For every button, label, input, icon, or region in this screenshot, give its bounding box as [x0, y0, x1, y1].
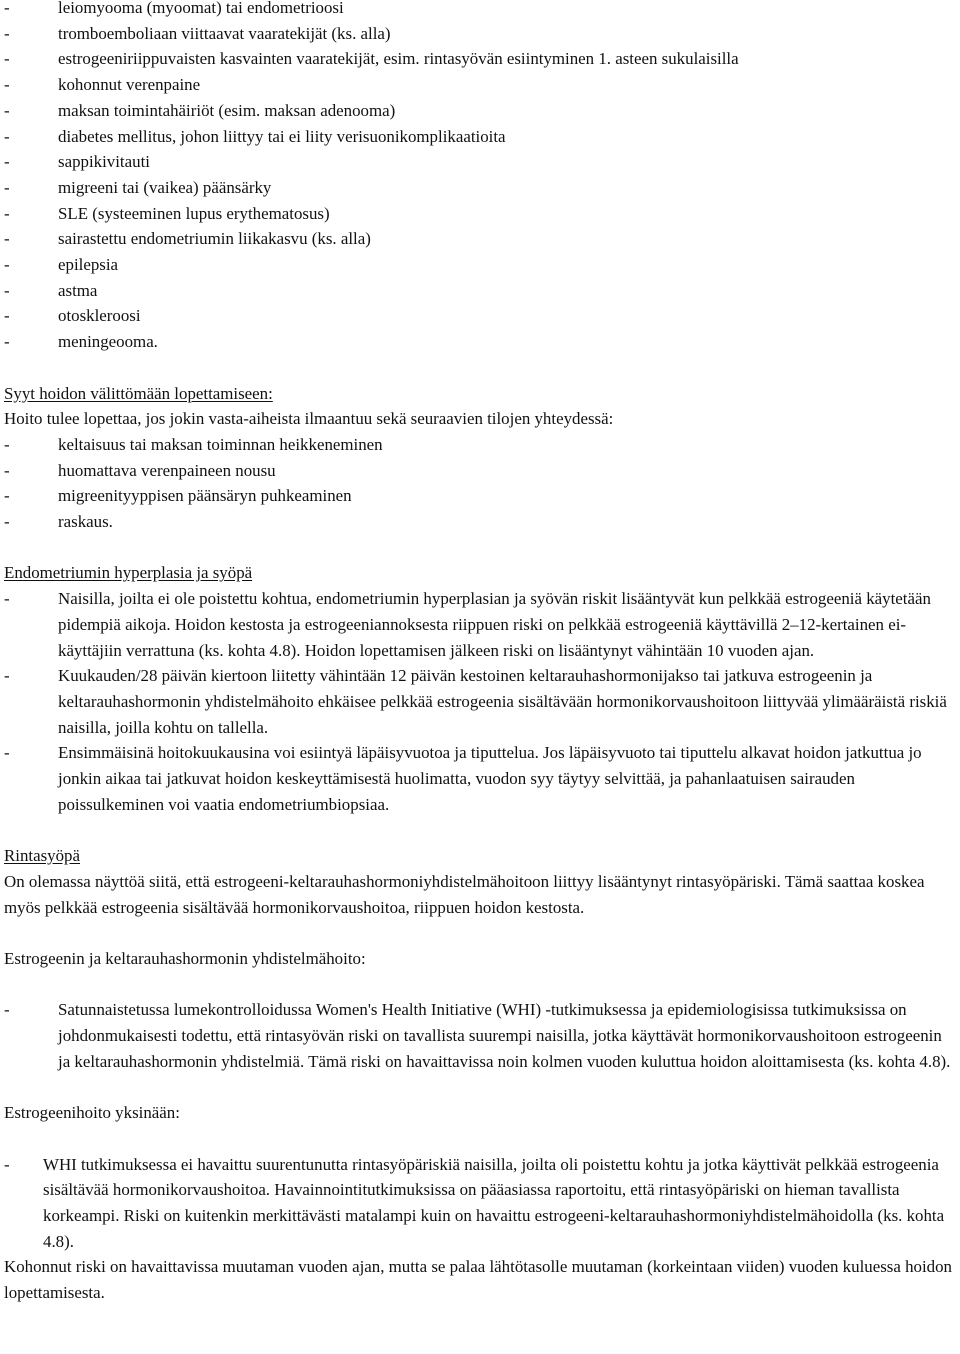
- list-dash: -: [4, 332, 10, 352]
- list-item: [4, 201, 956, 227]
- list-item: [4, 663, 956, 740]
- list-dash: -: [4, 75, 10, 95]
- section-heading: Estrogeenin ja keltarauhashormonin yhdistelmähoito:: [4, 948, 366, 968]
- list-dash: -: [4, 177, 10, 197]
- list-item-text: astma: [58, 280, 98, 300]
- list-item-text: maksan toimintahäiriöt (esim. maksan adenooma): [58, 100, 396, 120]
- spacer: [4, 355, 956, 381]
- list-dash: -: [4, 0, 10, 17]
- list-item-text: migreeni tai (vaikea) päänsärky: [58, 177, 272, 197]
- list-item: [4, 509, 956, 535]
- list-item-text: migreenityyppisen päänsäryn puhkeaminen: [58, 486, 352, 506]
- list-item: [4, 303, 956, 329]
- list-dash: -: [4, 434, 10, 454]
- list-item: [4, 149, 956, 175]
- section-heading: Rintasyöpä: [4, 846, 80, 866]
- list-item: [4, 458, 956, 484]
- list-dash: -: [4, 152, 10, 172]
- list-item-text: otoskleroosi: [58, 306, 141, 326]
- spacer: [4, 1074, 956, 1100]
- top-list: [4, 0, 956, 355]
- list-dash: -: [4, 666, 10, 686]
- list-item: [4, 252, 956, 278]
- section-paragraph: On olemassa näyttöä siitä, että estrogeeni-keltarauhashormoniyhdistelmähoitoon liittyy lisääntynyt rintasyöpäriski. Tämä saattaa koskea myös pelkkää estrogeenia sisältävää hormonikorvaushoitoa, riippuen hoidon kestosta.: [4, 871, 925, 917]
- list-item: [4, 278, 956, 304]
- list-dash: -: [4, 255, 10, 275]
- list-item: [4, 586, 956, 663]
- list-item: [4, 98, 956, 124]
- list-item-text: leiomyooma (myoomat) tai endometrioosi: [58, 0, 344, 17]
- list-dash: -: [4, 229, 10, 249]
- document-page: [4, 0, 956, 1306]
- list-item-text: Naisilla, joilta ei ole poistettu kohtua, endometriumin hyperplasian ja syövän riskit lisääntyvät kun pelkkää estrogeeniä käytetään pidempiä aikoja. Hoidon kestosta ja estrogeeniannoksesta riippuen riski on pelkkää estrogeeniä käyttävillä 2–12-kertainen ei-käyttäjiin verrattuna (ks. kohta 4.8). Hoidon lopettamisen jälkeen riski on lisääntynyt vähintään 10 vuoden ajan.: [58, 589, 931, 660]
- endometrium-section: [4, 560, 956, 817]
- list-item-text: sappikivitauti: [58, 152, 150, 172]
- list-item-text: meningeooma.: [58, 332, 158, 352]
- list-item: [4, 46, 956, 72]
- list-dash: -: [4, 49, 10, 69]
- list-dash: -: [4, 743, 10, 763]
- list-dash: -: [4, 203, 10, 223]
- section-heading: Syyt hoidon välittömään lopettamiseen:: [4, 383, 273, 403]
- list-dash: -: [4, 306, 10, 326]
- spacer: [4, 920, 956, 946]
- list-item: [4, 72, 956, 98]
- list-item-text: Kuukauden/28 päivän kiertoon liitetty vähintään 12 päivän kestoinen keltarauhashormonijakso tai jatkuva estrogeenin ja keltarauhashormonin yhdistelmähoito ehkäisee pelkkää estrogeenia sisältävään hormonikorvaushoitoon liittyvää ylimääräistä riskiä naisilla, joilla kohtu on tallella.: [58, 666, 947, 737]
- spacer: [4, 535, 956, 561]
- list-item: [4, 124, 956, 150]
- section-heading: Endometriumin hyperplasia ja syöpä: [4, 563, 253, 583]
- list-dash: -: [4, 486, 10, 506]
- list-dash: -: [4, 280, 10, 300]
- list-item-text: Ensimmäisinä hoitokuukausina voi esiintyä läpäisyvuotoa ja tiputtelua. Jos läpäisyvuoto tai tiputtelu alkavat hoidon jatkuttua jo jonkin aikaa tai jatkuvat hoidon keskeyttämisestä huolimatta, vuodon syy täytyy selvittää, ja pahanlaatuisen sairauden poissulkeminen voi vaatia endometriumbiopsiaa.: [58, 743, 922, 814]
- list-item: [4, 483, 956, 509]
- list-item-text: kohonnut verenpaine: [58, 75, 201, 95]
- list-dash: -: [4, 1154, 10, 1174]
- list-item: [4, 226, 956, 252]
- list-item-text: keltaisuus tai maksan toiminnan heikkeneminen: [58, 434, 383, 454]
- list-dash: -: [4, 512, 10, 532]
- stop-treatment-section: [4, 381, 956, 535]
- list-dash: -: [4, 100, 10, 120]
- list-item-text: Satunnaistetussa lumekontrolloidussa Women's Health Initiative (WHI) -tutkimuksessa ja epidemiologisissa tutkimuksissa on johdonmukaisesti todettu, että rintasyövän riski on tavallista suurempi naisilla, jotka käyttävät hormonikorvaushoitoon estrogeenin ja keltarauhashormonin yhdistelmiä. Tämä riski on havaittavissa noin kolmen vuoden kuluttua hoidon aloittamisesta (ks. kohta 4.8).: [58, 1000, 951, 1071]
- list-item: [4, 432, 956, 458]
- list-item-text: SLE (systeeminen lupus erythematosus): [58, 203, 330, 223]
- spacer: [4, 817, 956, 843]
- list-item: [4, 0, 956, 21]
- closing-paragraph: Kohonnut riski on havaittavissa muutaman vuoden ajan, mutta se palaa lähtötasolle muutaman (korkeintaan viiden) vuoden kuluessa hoidon lopettamisesta.: [4, 1257, 952, 1303]
- spacer: [4, 1126, 956, 1152]
- section-heading: Estrogeenihoito yksinään:: [4, 1103, 180, 1123]
- list-dash: -: [4, 23, 10, 43]
- list-item-text: sairastettu endometriumin liikakasvu (ks. alla): [58, 229, 371, 249]
- combination-therapy-section: [4, 946, 956, 1075]
- list-item: [4, 175, 956, 201]
- list-item-text: huomattava verenpaineen nousu: [58, 460, 276, 480]
- list-item-text: raskaus.: [58, 512, 113, 532]
- list-item-text: epilepsia: [58, 255, 119, 275]
- list-dash: -: [4, 126, 10, 146]
- list-item: [4, 1152, 956, 1255]
- estrogen-only-section: [4, 1100, 956, 1306]
- list-item-text: WHI tutkimuksessa ei havaittu suurentunutta rintasyöpäriskiä naisilla, joilta oli poistettu kohtu ja jotka käyttivät pelkkää estrogeenia sisältävää hormonikorvaushoitoa. Havainnointitutkimuksissa on pääasiassa raportoitu, että rintasyöpäriski on hieman tavallista korkeampi. Riski on kuitenkin merkittävästi matalampi kuin on havaittu estrogeeni-keltarauhashormoniyhdistelmähoidolla (ks. kohta 4.8).: [43, 1154, 945, 1251]
- breast-cancer-section: [4, 843, 956, 920]
- list-item: [4, 329, 956, 355]
- list-item: [4, 21, 956, 47]
- list-item: [4, 997, 956, 1074]
- list-item: [4, 740, 956, 817]
- list-dash: -: [4, 1000, 10, 1020]
- section-intro: Hoito tulee lopettaa, jos jokin vasta-aiheista ilmaantuu sekä seuraavien tilojen yhteydessä:: [4, 409, 614, 429]
- spacer: [4, 972, 956, 998]
- list-dash: -: [4, 460, 10, 480]
- list-item-text: diabetes mellitus, johon liittyy tai ei liity verisuonikomplikaatioita: [58, 126, 506, 146]
- list-item-text: tromboemboliaan viittaavat vaaratekijät (ks. alla): [58, 23, 391, 43]
- list-item-text: estrogeeniriippuvaisten kasvainten vaaratekijät, esim. rintasyövän esiintyminen 1. asteen sukulaisilla: [58, 49, 739, 69]
- list-dash: -: [4, 589, 10, 609]
